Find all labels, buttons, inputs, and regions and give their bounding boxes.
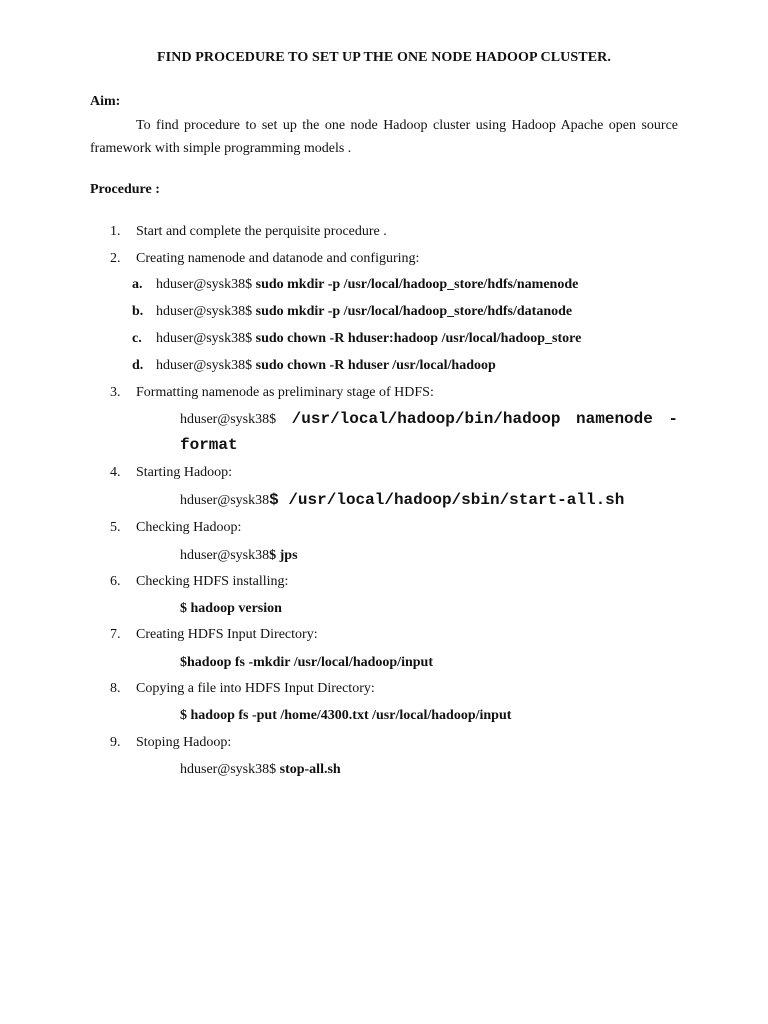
step-text: Creating HDFS Input Directory: <box>136 627 318 642</box>
shell-prompt: hduser@sysk38 <box>180 493 270 508</box>
aim-text: To find procedure to set up the one node Hadoop cluster using Hadoop Apache open source framework with simple programming models . <box>90 118 678 156</box>
shell-command: sudo chown -R hduser:hadoop /usr/local/hadoop_store <box>255 331 582 346</box>
jps-command <box>180 548 298 564</box>
step-text: Stoping Hadoop: <box>136 735 232 750</box>
sub-step-b <box>132 304 573 320</box>
shell-command-arg: format <box>180 436 238 454</box>
step-9 <box>110 735 231 751</box>
step-6 <box>110 574 288 590</box>
step-5 <box>110 520 241 536</box>
sub-step-letter: a. <box>132 277 143 292</box>
shell-command: $ /usr/local/hadoop/sbin/start-all.sh <box>269 491 625 509</box>
step-2 <box>110 251 419 267</box>
format-command-line <box>180 410 678 428</box>
step-text: Starting Hadoop: <box>136 465 233 480</box>
step-4 <box>110 465 232 481</box>
step-number: 1. <box>110 224 121 239</box>
shell-prompt: hduser@sysk38$ <box>180 412 277 427</box>
shell-prompt: hduser@sysk38 <box>180 548 270 563</box>
step-text: Start and complete the perquisite procedure . <box>136 224 387 239</box>
shell-command: sudo mkdir -p /usr/local/hadoop_store/hdfs/datanode <box>255 304 573 319</box>
step-text: Copying a file into HDFS Input Directory: <box>136 681 375 696</box>
version-command: $ hadoop version <box>180 601 282 616</box>
step-8 <box>110 681 375 697</box>
step-3 <box>110 385 434 401</box>
shell-prompt: hduser@sysk38$ <box>156 358 253 373</box>
shell-command-dash: - <box>668 410 678 428</box>
shell-prompt: hduser@sysk38$ <box>156 331 253 346</box>
step-text: Checking HDFS installing: <box>136 574 289 589</box>
sub-step-letter: c. <box>132 331 142 346</box>
shell-prompt: hduser@sysk38$ <box>180 762 277 777</box>
shell-command-arg: namenode <box>576 410 653 428</box>
shell-command: stop-all.sh <box>279 762 341 777</box>
step-number: 2. <box>110 251 121 266</box>
step-1 <box>110 224 387 240</box>
start-command <box>180 491 624 509</box>
step-number: 8. <box>110 681 121 696</box>
sub-step-letter: b. <box>132 304 144 319</box>
step-text: Creating namenode and datanode and configuring: <box>136 251 420 266</box>
sub-step-d <box>132 358 496 374</box>
stop-command <box>180 762 341 778</box>
sub-step-a <box>132 277 579 293</box>
step-text: Checking Hadoop: <box>136 520 242 535</box>
page-title: FIND PROCEDURE TO SET UP THE ONE NODE HADOOP CLUSTER. <box>157 50 611 65</box>
step-number: 3. <box>110 385 121 400</box>
shell-command: sudo chown -R hduser /usr/local/hadoop <box>255 358 496 373</box>
step-number: 4. <box>110 465 121 480</box>
mkdir-command: $hadoop fs -mkdir /usr/local/hadoop/input <box>180 655 433 670</box>
shell-command: sudo mkdir -p /usr/local/hadoop_store/hdfs/namenode <box>255 277 579 292</box>
shell-prompt: hduser@sysk38$ <box>156 277 253 292</box>
step-number: 5. <box>110 520 121 535</box>
step-number: 6. <box>110 574 121 589</box>
shell-prompt: hduser@sysk38$ <box>156 304 253 319</box>
sub-step-letter: d. <box>132 358 144 373</box>
shell-command: $ jps <box>269 548 298 563</box>
sub-step-c <box>132 331 582 347</box>
aim-heading: Aim: <box>90 94 121 109</box>
step-number: 9. <box>110 735 121 750</box>
format-command-continuation <box>180 436 238 454</box>
step-7 <box>110 627 318 643</box>
step-number: 7. <box>110 627 121 642</box>
shell-command: /usr/local/hadoop/bin/hadoop <box>291 410 561 428</box>
step-text: Formatting namenode as preliminary stage of HDFS: <box>136 385 434 400</box>
put-command: $ hadoop fs -put /home/4300.txt /usr/local/hadoop/input <box>180 708 512 723</box>
procedure-heading: Procedure : <box>90 182 160 197</box>
